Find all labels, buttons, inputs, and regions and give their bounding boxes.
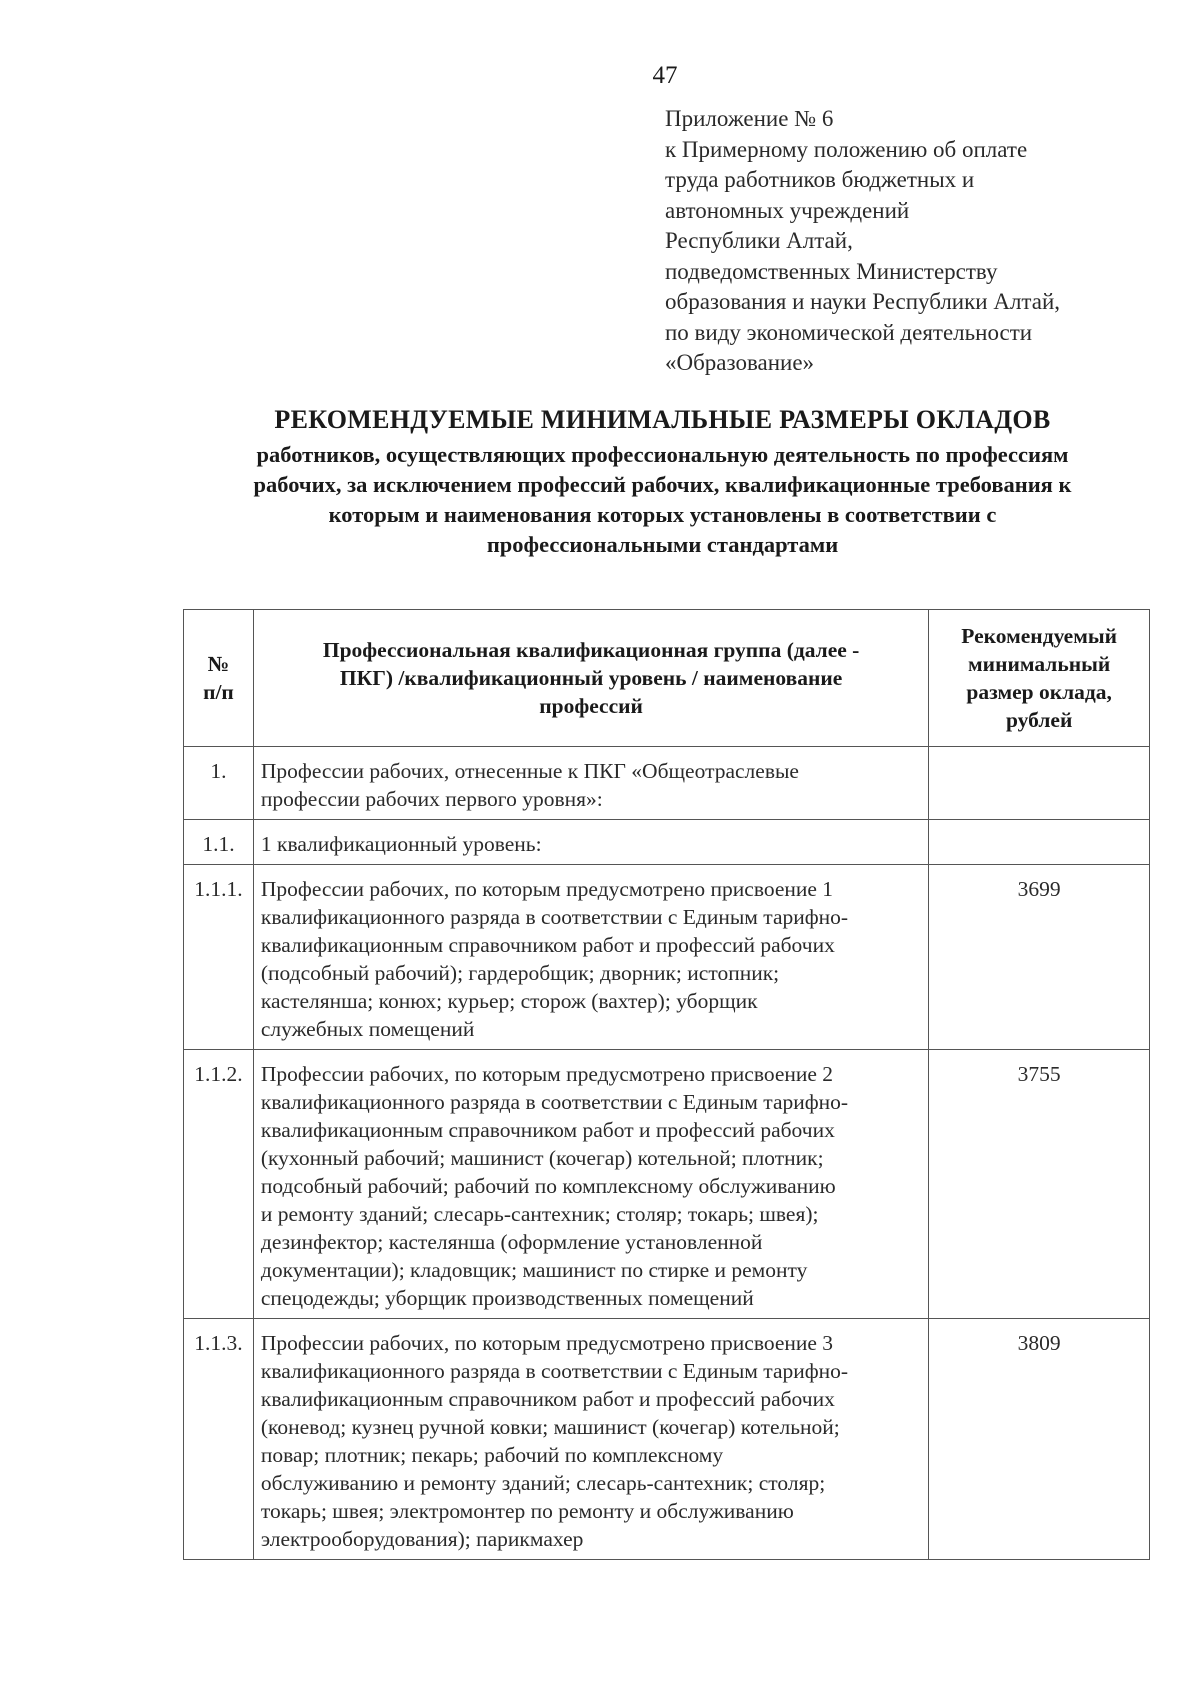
table-row: [184, 820, 1150, 865]
row-number: 1.1.1.: [184, 865, 254, 1050]
appendix-line: Приложение № 6: [665, 106, 834, 131]
row-name: Профессии рабочих, по которым предусмотрено присвоение 3 квалификационного разряда в соответствии с Единым тарифно- квалификационным справочником работ и профессий рабочих (коневод; кузнец ручной ковки; машинист (кочегар) котельной; повар; плотник; пекарь; рабочий по комплексному обслуживанию и ремонту зданий; слесарь-сантехник; столяр; токарь; швея; электромонтер по ремонту и обслуживанию электрооборудования); парикмахер: [253, 1319, 928, 1560]
table-row: [184, 1050, 1150, 1319]
appendix-line: автономных учреждений: [665, 197, 910, 223]
appendix-line: к Примерному положению об оплате: [665, 136, 1028, 162]
row-number: 1.1.3.: [184, 1319, 254, 1560]
subtitle-line: которым и наименования которых установлены в соответствии с: [328, 502, 997, 527]
salary-table: [183, 609, 1150, 1560]
appendix-reference: [665, 104, 1165, 379]
row-name: Профессии рабочих, по которым предусмотрено присвоение 2 квалификационного разряда в соответствии с Единым тарифно- квалификационным справочником работ и профессий рабочих (кухонный рабочий; машинист (кочегар) котельной; плотник; подсобный рабочий; рабочий по комплексному обслуживанию и ремонту зданий; слесарь-сантехник; столяр; токарь; швея); дезинфектор; кастелянша (оформление установленной документации); кладовщик; машинист по стирке и ремонту спецодежды; уборщик производственных помещений: [253, 1050, 928, 1319]
row-name: Профессии рабочих, по которым предусмотрено присвоение 1 квалификационного разряда в соответствии с Единым тарифно- квалификационным справочником работ и профессий рабочих (подсобный рабочий); гардеробщик; дворник; истопник; кастелянша; конюх; курьер; сторож (вахтер); уборщик служебных помещений: [253, 865, 928, 1050]
row-number: 1.: [184, 747, 254, 820]
row-name: Профессии рабочих, отнесенные к ПКГ «Общеотраслевые профессии рабочих первого уровня»:: [253, 747, 928, 820]
appendix-line: Республики Алтай,: [665, 228, 853, 253]
row-name: 1 квалификационный уровень:: [253, 820, 928, 865]
table-row: [184, 747, 1150, 820]
appendix-line: труда работников бюджетных и: [665, 167, 975, 192]
row-salary: [929, 820, 1150, 865]
header-number: № п/п: [184, 610, 254, 747]
document-title: РЕКОМЕНДУЕМЫЕ МИНИМАЛЬНЫЕ РАЗМЕРЫ ОКЛАДОВ: [274, 405, 1051, 434]
subtitle-line: рабочих, за исключением профессий рабочих, квалификационные требования к: [253, 472, 1072, 497]
appendix-line: «Образование»: [665, 350, 815, 375]
row-number: 1.1.2.: [184, 1050, 254, 1319]
row-salary: 3809: [929, 1319, 1150, 1560]
appendix-line: подведомственных Министерству: [665, 258, 998, 284]
header-group-name: Профессиональная квалификационная группа (далее - ПКГ) /квалификационный уровень / наименование профессий: [253, 610, 928, 747]
subtitle-line: работников, осуществляющих профессиональную деятельность по профессиям: [256, 442, 1069, 467]
row-salary: [929, 747, 1150, 820]
page-number: 47: [652, 62, 678, 89]
appendix-line: по виду экономической деятельности: [665, 319, 1033, 345]
subtitle-line: профессиональными стандартами: [486, 532, 839, 557]
row-salary: 3699: [929, 865, 1150, 1050]
appendix-line: образования и науки Республики Алтай,: [665, 289, 1061, 314]
row-salary: 3755: [929, 1050, 1150, 1319]
table-row: [184, 865, 1150, 1050]
row-number: 1.1.: [184, 820, 254, 865]
header-salary: Рекомендуемый минимальный размер оклада, рублей: [929, 610, 1150, 747]
table-row: [184, 1319, 1150, 1560]
table-header-row: [184, 610, 1150, 747]
document-subtitle: [170, 440, 1155, 560]
